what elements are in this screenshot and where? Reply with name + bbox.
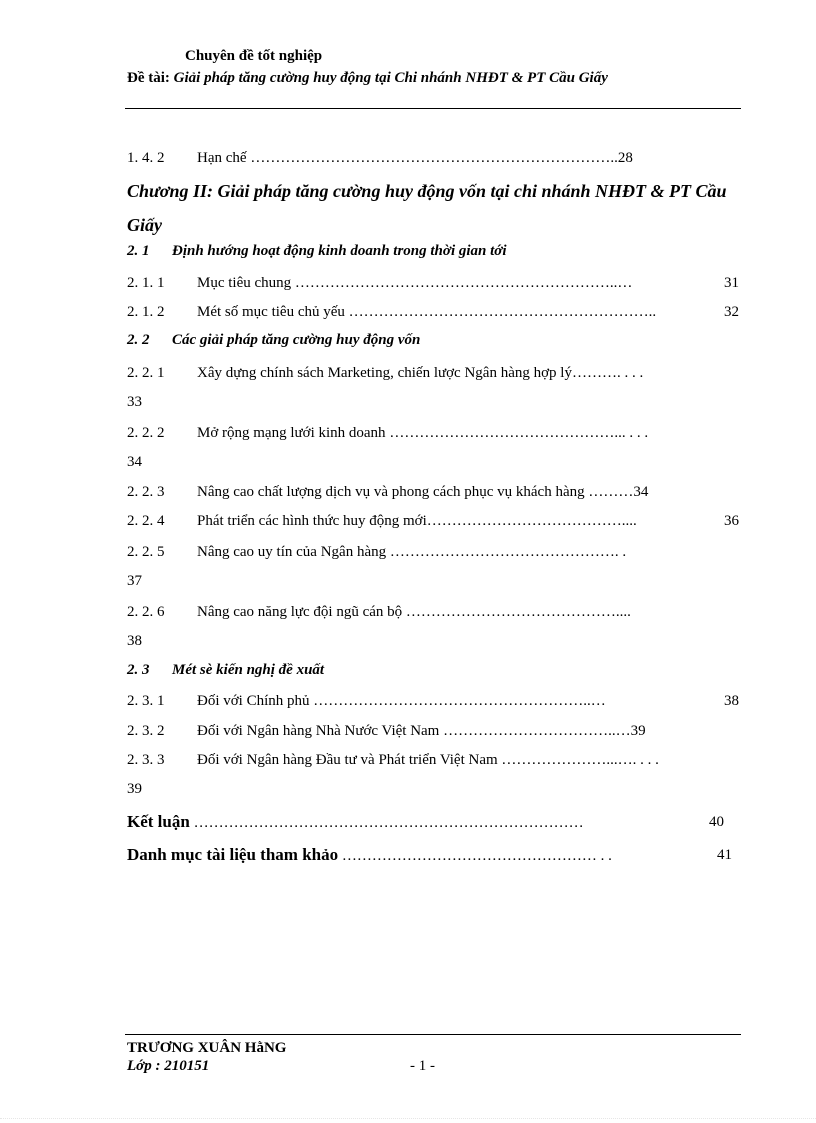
toc-entry-page: 38 xyxy=(127,633,142,649)
toc-entry-leader: ………………………………………………..… xyxy=(309,693,606,709)
toc-entry-title: Nâng cao chất lượng dịch vụ và phong cách phục vụ khách hàng xyxy=(197,484,585,500)
toc-entry-page: 36 xyxy=(722,509,739,533)
toc-entry-leader: …………………...…. . . . xyxy=(497,752,659,768)
toc-entry-leader: ……………………………………………………………….. xyxy=(246,150,618,166)
chapter-heading[interactable]: Chương II: Giải pháp tăng cường huy động vốn tại chi nhánh NHĐT & PT Cầu Giấy xyxy=(127,181,727,235)
footer-divider xyxy=(125,1034,741,1035)
toc-entry-number: 1. 4. 2 xyxy=(127,150,165,166)
toc-entry-number: 2. 2. 6 xyxy=(127,604,165,620)
toc-entry-page: 38 xyxy=(722,689,739,713)
toc-section-2-2[interactable] xyxy=(127,332,420,349)
toc-entry-number: 2. 1. 1 xyxy=(127,275,165,291)
toc-entry-leader: ………………………………………... . . . xyxy=(385,425,649,441)
toc-entry-title: Nâng cao uy tín của Ngân hàng xyxy=(197,544,387,560)
toc-references[interactable] xyxy=(127,842,739,868)
toc-entry-page: 33 xyxy=(127,394,142,410)
toc-entry-leader: …………………………………….... xyxy=(402,604,631,620)
toc-section-2-1[interactable] xyxy=(127,243,507,260)
toc-entry-title: Đối với Chính phủ xyxy=(197,693,310,709)
toc-entry-2-2-3[interactable] xyxy=(127,480,739,504)
toc-entry-leader: ………………………………………………………..… xyxy=(291,275,633,291)
toc-entry-leader: ………………………………….... xyxy=(426,513,637,529)
header-topic-title: Giải pháp tăng cường huy động tại Chi nhánh NHĐT & PT Cầu Giấy xyxy=(173,70,608,86)
footer-author-name: TRƯƠNG XUÂN HằNG xyxy=(127,1040,287,1056)
toc-entry-page: 32 xyxy=(722,300,739,324)
toc-entry-2-2-5[interactable] xyxy=(127,540,739,564)
toc-entry-title: Hạn chế xyxy=(197,150,247,166)
toc-entry-2-2-1[interactable] xyxy=(127,361,739,385)
toc-entry-page: 28 xyxy=(617,150,633,166)
toc-entry-page: 40 xyxy=(709,814,724,830)
toc-entry-page: 37 xyxy=(127,573,142,589)
toc-entry-2-3-3[interactable] xyxy=(127,748,739,772)
toc-entry-leader: …………………………………………………………………… xyxy=(189,815,584,831)
toc-entry-number: 2. 3. 1 xyxy=(127,693,165,709)
header-divider xyxy=(125,108,741,109)
toc-entry-number: 2. 1. 2 xyxy=(127,304,165,320)
toc-entry-leader: ………………………………………. . xyxy=(386,544,627,560)
toc-entry-2-2-2[interactable] xyxy=(127,421,739,445)
toc-entry-title: Mở rộng mạng lưới kinh doanh xyxy=(197,425,386,441)
toc-entry-number: 2. 2. 4 xyxy=(127,513,165,529)
toc-entry-number: 2. 2. 5 xyxy=(127,544,165,560)
toc-entry-2-1-1[interactable] xyxy=(127,271,739,295)
page-edge-divider xyxy=(0,1118,816,1119)
toc-entry-page: 39 xyxy=(630,723,646,739)
footer-page-number: - 1 - xyxy=(410,1058,435,1074)
toc-entry-title: Nâng cao năng lực đội ngũ cán bộ xyxy=(197,604,403,620)
toc-entry-leader: ………. . . . xyxy=(571,365,644,381)
toc-entry-page: 41 xyxy=(717,847,732,863)
toc-entry-title: Đối với Ngân hàng Nhà Nước Việt Nam xyxy=(197,723,440,739)
toc-conclusion-title: Kết luận xyxy=(127,812,190,831)
toc-entry-title: Mục tiêu chung xyxy=(197,275,292,291)
toc-entry-2-1-2[interactable] xyxy=(127,300,739,324)
toc-entry-1-4-2[interactable] xyxy=(127,146,739,170)
toc-section-2-3[interactable] xyxy=(127,662,324,679)
toc-entry-title: Đối với Ngân hàng Đầu tư và Phát triển Việt Nam xyxy=(197,752,498,768)
toc-entry-page: 34 xyxy=(633,484,649,500)
toc-entry-leader: ……………………………..… xyxy=(439,723,631,739)
toc-entry-2-2-6[interactable] xyxy=(127,600,739,624)
toc-section-title: Các giải pháp tăng cường huy động vốn xyxy=(172,332,421,348)
toc-entry-title: Phát triển các hình thức huy động mới xyxy=(197,513,427,529)
toc-entry-page: 34 xyxy=(127,454,142,470)
header-topic xyxy=(127,70,608,87)
toc-section-number: 2. 2 xyxy=(127,332,150,348)
toc-section-number: 2. 1 xyxy=(127,243,150,259)
toc-entry-number: 2. 3. 3 xyxy=(127,752,165,768)
header-topic-label: Đề tài: xyxy=(127,70,174,86)
toc-section-number: 2. 3 xyxy=(127,662,150,678)
toc-entry-leader: …………………………………………… . . xyxy=(338,848,612,864)
toc-entry-leader: ……… xyxy=(584,484,634,500)
toc-section-title: Mét sè kiến nghị đề xuất xyxy=(172,662,325,678)
toc-entry-number: 2. 3. 2 xyxy=(127,723,165,739)
header-subject: Chuyên đề tốt nghiệp xyxy=(185,48,323,64)
toc-section-title: Định hướng hoạt động kinh doanh trong thời gian tới xyxy=(172,243,507,259)
toc-entry-title: Mét số mục tiêu chủ yếu xyxy=(197,304,345,320)
toc-entry-number: 2. 2. 2 xyxy=(127,425,165,441)
toc-entry-title: Xây dựng chính sách Marketing, chiến lược Ngân hàng hợp lý xyxy=(197,365,572,381)
toc-entry-leader: …………………………………………………….. xyxy=(344,304,657,320)
toc-entry-2-3-2[interactable] xyxy=(127,719,739,743)
toc-entry-number: 2. 2. 1 xyxy=(127,365,165,381)
toc-entry-2-2-4[interactable] xyxy=(127,509,739,533)
toc-conclusion[interactable] xyxy=(127,809,739,835)
footer-class-label: Lớp : 210151 xyxy=(127,1058,210,1074)
toc-references-title: Danh mục tài liệu tham khảo xyxy=(127,845,339,864)
toc-entry-page: 31 xyxy=(722,271,739,295)
toc-entry-number: 2. 2. 3 xyxy=(127,484,165,500)
toc-entry-2-3-1[interactable] xyxy=(127,689,739,713)
toc-entry-page: 39 xyxy=(127,781,142,797)
